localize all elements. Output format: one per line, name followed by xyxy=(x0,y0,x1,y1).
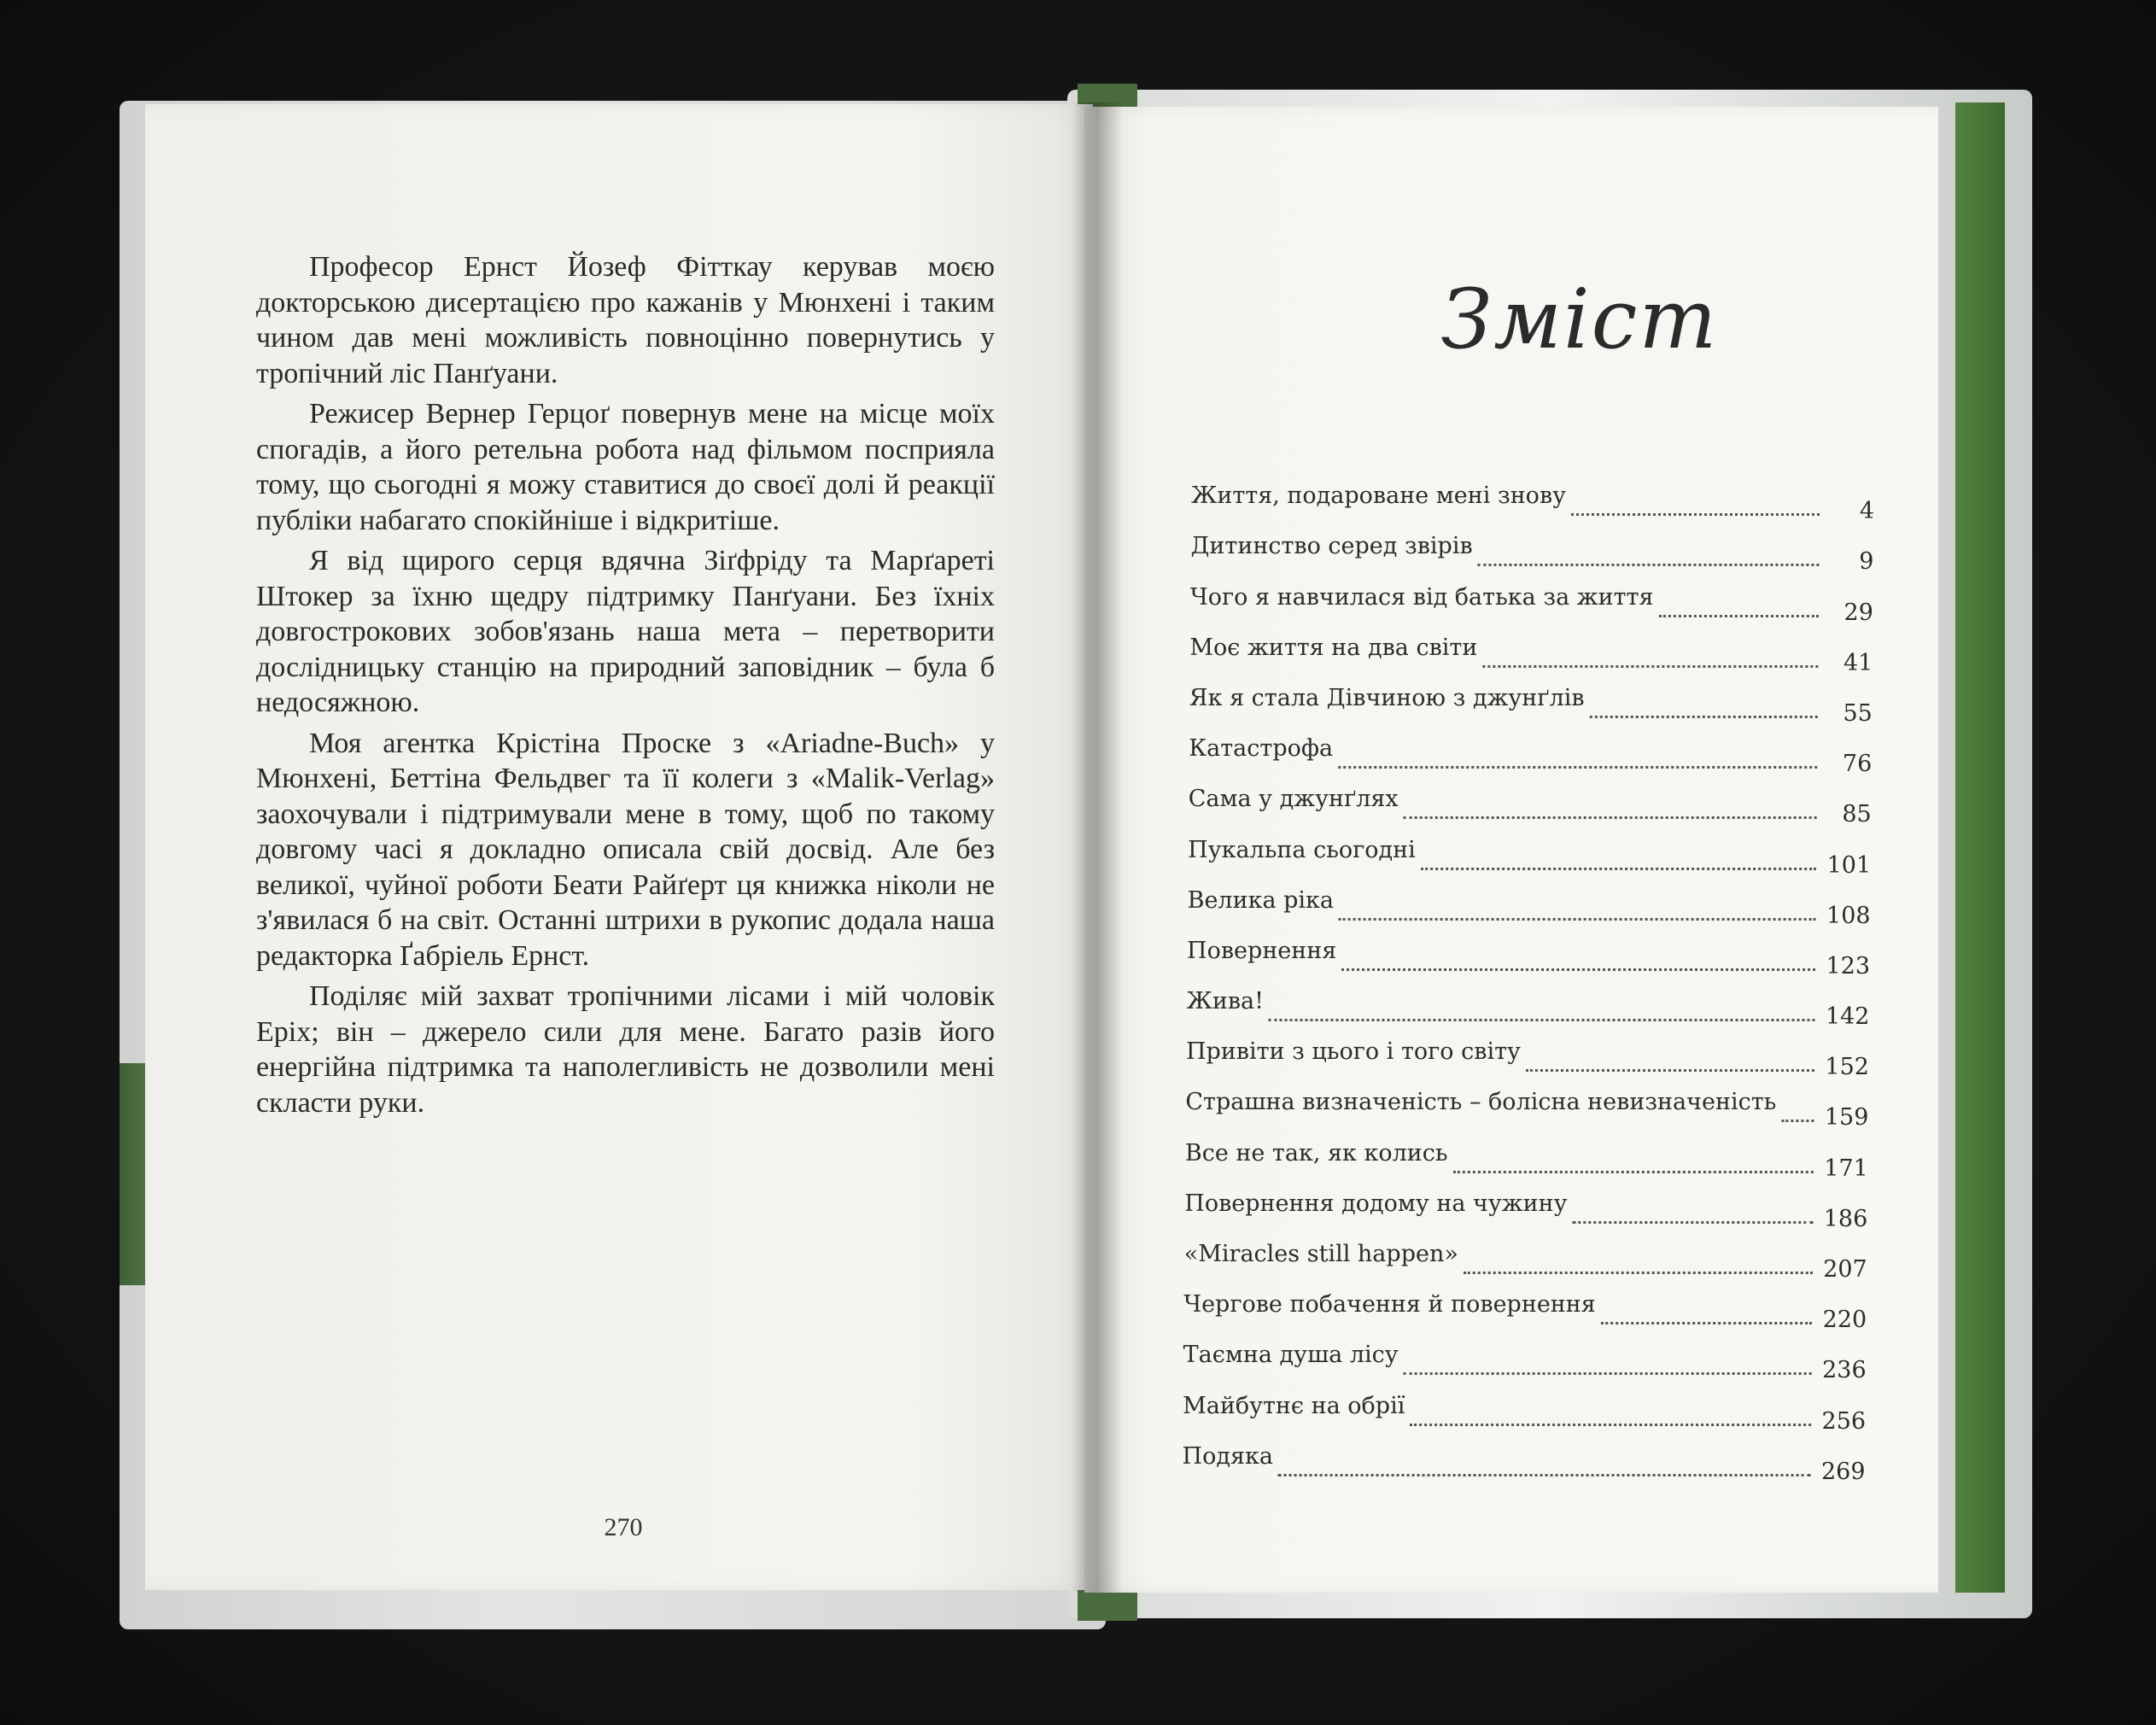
toc-dot-leader xyxy=(1590,715,1818,718)
toc-entry-page: 9 xyxy=(1859,548,1874,576)
toc-entry xyxy=(1184,1182,1867,1232)
toc-dot-leader xyxy=(1478,563,1820,566)
paragraph: Режисер Вернер Герцоґ повернув мене на місце моїх спогадів, а його ретельна робота над фільмом посприяла тому, що сьогодні я можу ставитися до своєї долі й реакції публіки набагато спокійніше і відкритіше. xyxy=(256,398,995,536)
toc-heading: Зміст xyxy=(1440,272,1719,367)
toc-dot-leader xyxy=(1269,1018,1815,1021)
toc-entry-title: Дитинство серед звірів xyxy=(1190,533,1473,560)
toc-entry-page: 220 xyxy=(1822,1307,1867,1334)
toc-entry xyxy=(1183,1435,1866,1485)
toc-entry-page: 108 xyxy=(1826,902,1871,929)
toc-entry-page: 152 xyxy=(1825,1054,1869,1081)
toc-entry-page: 186 xyxy=(1823,1205,1868,1232)
toc-dot-leader xyxy=(1482,664,1818,668)
toc-entry-page: 236 xyxy=(1822,1357,1867,1384)
toc-dot-leader xyxy=(1658,614,1818,617)
toc-entry-page: 256 xyxy=(1821,1407,1867,1435)
toc-dot-leader xyxy=(1339,917,1816,921)
paragraph: Я від щирого серця вдячна Зіґфріду та Марґареті Штокер за їхню щедру підтримку Панґуани. Без їхніх довгострокових зобов'язань наша мета – перетворити дослідницьку станцію на природний заповідник – була б недосяжною. xyxy=(256,545,995,718)
toc-entry-page: 4 xyxy=(1859,498,1874,525)
toc-dot-leader xyxy=(1453,1170,1814,1173)
toc-dot-leader xyxy=(1571,512,1820,516)
toc-entry-page: 85 xyxy=(1842,801,1872,828)
page-number: 270 xyxy=(604,1513,643,1541)
toc-entry-title: Повернення xyxy=(1187,937,1337,964)
toc-dot-leader xyxy=(1404,816,1817,819)
toc-dot-leader xyxy=(1573,1220,1814,1224)
toc-entry xyxy=(1189,777,1872,827)
toc-dot-leader xyxy=(1526,1068,1814,1072)
toc-entry-title: Повернення додому на чужину xyxy=(1184,1190,1568,1217)
toc-entry xyxy=(1189,676,1873,727)
toc-entry xyxy=(1185,1131,1868,1181)
acknowledgements-text xyxy=(256,249,995,1126)
toc-dot-leader xyxy=(1781,1119,1814,1122)
toc-entry-page: 101 xyxy=(1826,851,1872,879)
toc-dot-leader xyxy=(1278,1473,1811,1476)
toc-dot-leader xyxy=(1341,968,1815,971)
toc-entry-page: 29 xyxy=(1843,599,1873,626)
toc-entry-page: 207 xyxy=(1823,1256,1867,1283)
paragraph: Поділяє мій захват тропічними лісами і мій чоловік Еріх; він – джерело сили для мене. Багато разів його енергійна підтримка та наполегливість не дозволили мені скласти руки. xyxy=(256,980,995,1119)
toc-entry-title: Як я стала Дівчиною з джунґлів xyxy=(1189,684,1585,711)
toc-entry-page: 76 xyxy=(1842,751,1873,778)
paragraph: Моя агентка Крістіна Проске з «Ariadne-Buch» у Мюнхені, Беттіна Фельдвег та її колеги з «Malik-Verlag» заохочували і підтримували мене в тому, щоб по такому довгому часі я докладно описала свій досвід. Але без великої, чуйної роботи Беати Райґерт ця книжка ніколи не з'явилася б на світ. Останні штрихи в рукопис додала наша редакторка Ґабріель Ернст. xyxy=(256,727,995,972)
toc-entry xyxy=(1183,1333,1867,1383)
toc-dot-leader xyxy=(1410,1423,1811,1426)
toc-entry-page: 123 xyxy=(1826,952,1871,979)
toc-entry-title: Подяка xyxy=(1182,1442,1273,1470)
toc-entry-page: 142 xyxy=(1825,1003,1870,1031)
toc-entry xyxy=(1188,827,1871,878)
toc-entry xyxy=(1187,979,1870,1030)
toc-entry xyxy=(1190,575,1873,625)
toc-dot-leader xyxy=(1338,765,1817,769)
toc-entry xyxy=(1187,929,1870,979)
toc-dot-leader xyxy=(1601,1321,1812,1324)
toc-entry-title: Чергове побачення й повернення xyxy=(1183,1291,1596,1319)
toc-entry-title: Катастрофа xyxy=(1189,735,1334,763)
toc-entry-page: 41 xyxy=(1843,649,1873,676)
toc-entry-title: Все не так, як колись xyxy=(1184,1139,1448,1167)
toc-entry-title: «Miracles still happen» xyxy=(1183,1241,1458,1267)
toc-entry xyxy=(1190,524,1873,575)
toc-entry xyxy=(1185,1080,1868,1131)
toc-entry-title: Жива! xyxy=(1186,988,1264,1015)
toc-entry xyxy=(1186,1030,1869,1080)
toc-entry xyxy=(1183,1283,1867,1333)
toc-entry-page: 55 xyxy=(1843,699,1873,727)
toc-entry xyxy=(1183,1383,1866,1434)
paragraph: Професор Ернст Йозеф Фітткау керував моєю докторською дисертацією про кажанів у Мюнхені і таким чином дав мені можливість повноцінно повернутись у тропічний ліс Панґуани. xyxy=(256,251,995,389)
toc-entry-page: 159 xyxy=(1824,1104,1869,1131)
toc-entry-page: 269 xyxy=(1821,1458,1866,1485)
toc-entry xyxy=(1189,626,1873,676)
toc-entry-title: Чого я навчилася від батька за життя xyxy=(1189,583,1654,611)
cover-green-band xyxy=(1955,102,2005,1593)
toc-entry-title: Життя, подароване мені знову xyxy=(1191,482,1567,510)
toc-entry-title: Пукальпа сьогодні xyxy=(1188,836,1416,863)
toc-dot-leader xyxy=(1404,1371,1812,1375)
toc-entry-title: Велика ріка xyxy=(1187,886,1335,914)
toc-entry xyxy=(1191,474,1874,524)
toc-entry-title: Страшна визначеність – болісна невизначеність xyxy=(1185,1089,1777,1116)
toc-entry-title: Привіти з цього і того світу xyxy=(1185,1038,1521,1066)
toc-dot-leader xyxy=(1421,867,1816,870)
toc-entry-title: Моє життя на два світи xyxy=(1189,634,1478,661)
toc-entry xyxy=(1184,1232,1867,1283)
toc-entry xyxy=(1188,879,1871,929)
gutter-shadow xyxy=(1072,102,1123,1593)
toc-entry-title: Таємна душа лісу xyxy=(1183,1342,1399,1369)
toc-entry-title: Майбутнє на обрії xyxy=(1183,1392,1405,1419)
table-of-contents xyxy=(1182,474,1874,1485)
toc-dot-leader xyxy=(1464,1271,1813,1274)
toc-entry-title: Сама у джунґлях xyxy=(1188,786,1399,813)
toc-entry xyxy=(1189,727,1872,777)
toc-entry-page: 171 xyxy=(1824,1155,1868,1182)
